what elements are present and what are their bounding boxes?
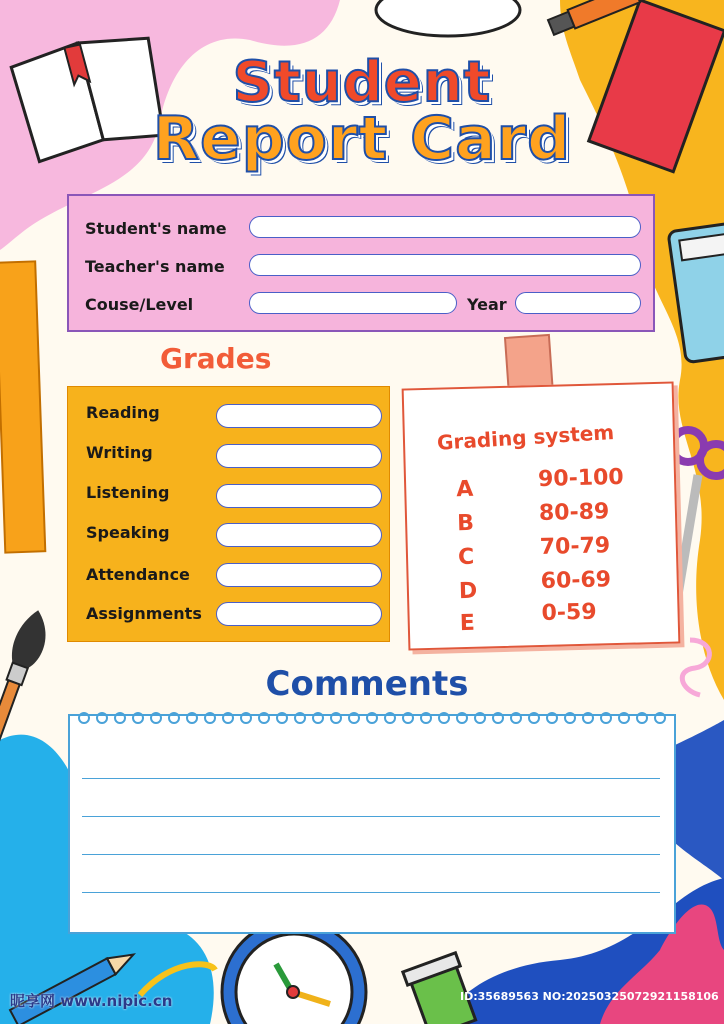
grade-letter-e: E bbox=[459, 610, 476, 637]
subject-label-assignments: Assignments bbox=[86, 604, 202, 623]
comments-heading: Comments bbox=[265, 664, 469, 704]
teacher-name-label: Teacher's name bbox=[85, 257, 225, 276]
comment-line bbox=[82, 854, 660, 855]
comments-box[interactable] bbox=[68, 714, 676, 934]
grade-range-c: 70-79 bbox=[539, 533, 611, 561]
student-name-label: Student's name bbox=[85, 219, 227, 238]
grade-field-listening[interactable] bbox=[216, 484, 382, 508]
year-label: Year bbox=[467, 295, 507, 314]
comment-line bbox=[82, 892, 660, 893]
comment-line bbox=[82, 778, 660, 779]
grade-letter-d: D bbox=[458, 578, 478, 605]
spiral-binding-icon bbox=[70, 708, 674, 728]
grading-system-title: Grading system bbox=[436, 419, 615, 455]
grade-field-attendance[interactable] bbox=[216, 563, 382, 587]
title-line-2: Report Card bbox=[152, 104, 572, 174]
grade-field-assignments[interactable] bbox=[216, 602, 382, 626]
grade-field-writing[interactable] bbox=[216, 444, 382, 468]
grade-range-b: 80-89 bbox=[538, 499, 610, 527]
teacher-name-field[interactable] bbox=[249, 254, 641, 276]
grade-letter-a: A bbox=[455, 476, 474, 503]
student-name-field[interactable] bbox=[249, 216, 641, 238]
year-field[interactable] bbox=[515, 292, 641, 314]
subject-label-attendance: Attendance bbox=[86, 565, 190, 584]
grade-range-e: 0-59 bbox=[541, 599, 597, 627]
grades-heading: Grades bbox=[160, 342, 272, 375]
watermark-id: ID:35689563 NO:20250325072921158106 bbox=[460, 990, 719, 1003]
course-level-field[interactable] bbox=[249, 292, 457, 314]
subject-label-writing: Writing bbox=[86, 443, 153, 462]
grade-letter-c: C bbox=[457, 544, 475, 571]
subject-label-listening: Listening bbox=[86, 483, 170, 502]
comment-line bbox=[82, 816, 660, 817]
grade-field-speaking[interactable] bbox=[216, 523, 382, 547]
student-info-panel bbox=[67, 194, 655, 332]
title-line-1: Student bbox=[232, 50, 492, 115]
grade-letter-b: B bbox=[456, 510, 475, 537]
grade-range-a: 90-100 bbox=[537, 464, 625, 493]
subject-label-speaking: Speaking bbox=[86, 523, 170, 542]
watermark-site: 昵享网 www.nipic.cn bbox=[10, 992, 173, 1010]
grading-system-note bbox=[402, 381, 681, 650]
grade-field-reading[interactable] bbox=[216, 404, 382, 428]
subject-label-reading: Reading bbox=[86, 403, 160, 422]
grades-panel bbox=[67, 386, 390, 642]
grade-range-d: 60-69 bbox=[540, 567, 612, 595]
course-level-label: Couse/Level bbox=[85, 295, 194, 314]
